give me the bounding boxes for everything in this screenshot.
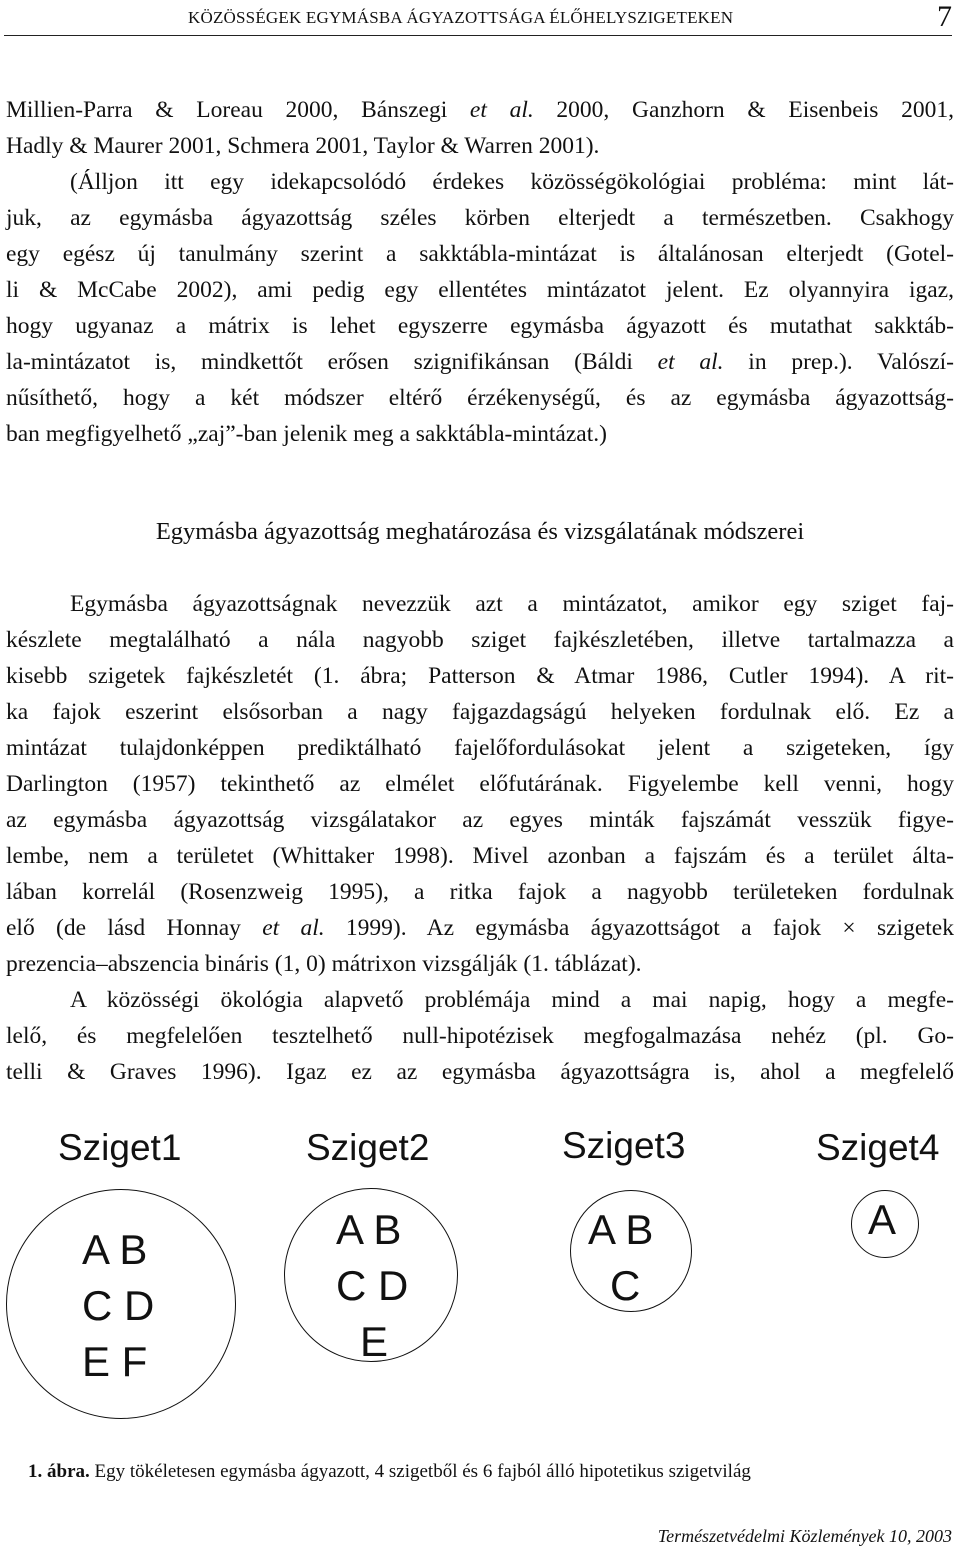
journal-footer: Természetvédelmi Közlemények 10, 2003 bbox=[657, 1526, 952, 1546]
species-row: A bbox=[868, 1196, 897, 1243]
text-line: telli & Graves 1996). Igaz ez az egymásba ágyazottságra is, ahol a megfelelő bbox=[6, 1059, 954, 1085]
text-line: Hadly & Maurer 2001, Schmera 2001, Taylor & Warren 2001). bbox=[6, 133, 600, 159]
island-title-2: Sziget2 bbox=[306, 1127, 430, 1168]
text-span: 2000, Ganzhorn & Eisenbeis 2001, bbox=[533, 97, 954, 123]
text-span: la-mintázatot is, mindkettőt erősen szignifikánsan (Báldi bbox=[6, 349, 658, 375]
text-line: A közösségi ökológia alapvető problémája mind a mai napig, hogy a megfe- bbox=[70, 987, 954, 1013]
text-line: li & McCabe 2002), ami pedig egy ellentétes mintázatot jelent. Ez olyannyira igaz, bbox=[6, 277, 954, 303]
text-line bbox=[6, 344, 954, 380]
text-line: egy egész új tanulmány szerint a sakktábla-mintázat is általánosan elterjedt (Gotel- bbox=[6, 241, 954, 267]
italic-span: et al. bbox=[657, 349, 724, 375]
text-line: lembe, nem a területet (Whittaker 1998). Mivel azonban a fajszám és a terület álta- bbox=[6, 843, 954, 869]
text-line: ban megfigyelhető „zaj”-ban jelenik meg a sakktábla-mintázat.) bbox=[6, 421, 607, 447]
text-span: elő (de lásd Honnay bbox=[6, 915, 263, 941]
species-row: E bbox=[360, 1318, 389, 1365]
species-row: A B bbox=[82, 1226, 148, 1273]
italic-span: et al. bbox=[262, 915, 325, 941]
italic-span: et al. bbox=[469, 97, 534, 123]
species-row: E F bbox=[82, 1338, 148, 1385]
island-title-3: Sziget3 bbox=[562, 1125, 686, 1166]
species-row: C D bbox=[82, 1282, 155, 1329]
header-rule bbox=[4, 35, 952, 36]
caption-label: 1. ábra. bbox=[28, 1461, 90, 1482]
text-line: hogy ugyanaz a mátrix is lehet egyszerre egymásba ágyazott és mutathat sakktáb- bbox=[6, 313, 954, 339]
text-line: kisebb szigetek fajkészletét (1. ábra; Patterson & Atmar 1986, Cutler 1994). A rit- bbox=[6, 663, 954, 689]
caption-text: Egy tökéletesen egymásba ágyazott, 4 szigetből és 6 fajból álló hipotetikus szigetvilág bbox=[89, 1461, 751, 1482]
species-row: C D bbox=[336, 1262, 409, 1309]
text-line: juk, az egymásba ágyazottság széles körben elterjedt a természetben. Csakhogy bbox=[6, 205, 954, 231]
text-span: 1999). Az egymásba ágyazottságot a fajok × szigetek bbox=[324, 915, 954, 941]
species-row: A B bbox=[336, 1206, 402, 1253]
page-number: 7 bbox=[937, 0, 952, 33]
text-line: Egymásba ágyazottságnak nevezzük azt a mintázatot, amikor egy sziget faj- bbox=[70, 591, 954, 617]
running-title: KÖZÖSSÉGEK EGYMÁSBA ÁGYAZOTTSÁGA ÉLŐHELYSZIGETEKEN bbox=[188, 8, 734, 27]
text-line: nűsíthető, hogy a két módszer eltérő érzékenységű, és az egymásba ágyazottság- bbox=[6, 385, 954, 411]
text-line bbox=[6, 910, 954, 946]
island-title-4: Sziget4 bbox=[816, 1127, 940, 1168]
text-line: ka fajok eszerint elsősorban a nagy fajgazdagságú helyeken fordulnak elő. Ez a bbox=[6, 699, 954, 725]
species-row: A B bbox=[588, 1206, 654, 1253]
running-header bbox=[4, 0, 952, 36]
island-title-1: Sziget1 bbox=[58, 1127, 182, 1168]
text-line: Darlington (1957) tekinthető az elmélet előfutárának. Figyelembe kell venni, hogy bbox=[6, 771, 954, 797]
text-line: az egymásba ágyazottság vizsgálatakor az egyes minták fajszámát vesszük figye- bbox=[6, 807, 954, 833]
text-span: in prep.). Valószí- bbox=[723, 349, 954, 375]
text-line bbox=[6, 92, 954, 128]
text-line: lában korrelál (Rosenzweig 1995), a ritka fajok a nagyobb területeken fordulnak bbox=[6, 879, 954, 905]
species-row: C bbox=[610, 1262, 641, 1309]
text-line: készlete megtalálható a nála nagyobb sziget fajkészletében, illetve tartalmazza a bbox=[6, 627, 954, 653]
text-line: (Álljon itt egy idekapcsolódó érdekes közösségökológiai probléma: mint lát- bbox=[70, 169, 954, 195]
text-line: mintázat tulajdonképpen prediktálható fajelőfordulásokat jelent a szigeteken, így bbox=[6, 735, 954, 761]
text-line: lelő, és megfelelően tesztelhető null-hipotézisek megfogalmazása nehéz (pl. Go- bbox=[6, 1023, 954, 1049]
section-heading: Egymásba ágyazottság meghatározása és vizsgálatának módszerei bbox=[155, 518, 805, 545]
text-line: prezencia–abszencia bináris (1, 0) mátrixon vizsgálják (1. táblázat). bbox=[6, 951, 642, 977]
figure-caption bbox=[28, 1459, 751, 1485]
text-span: Millien-Parra & Loreau 2000, Bánszegi bbox=[6, 97, 470, 123]
